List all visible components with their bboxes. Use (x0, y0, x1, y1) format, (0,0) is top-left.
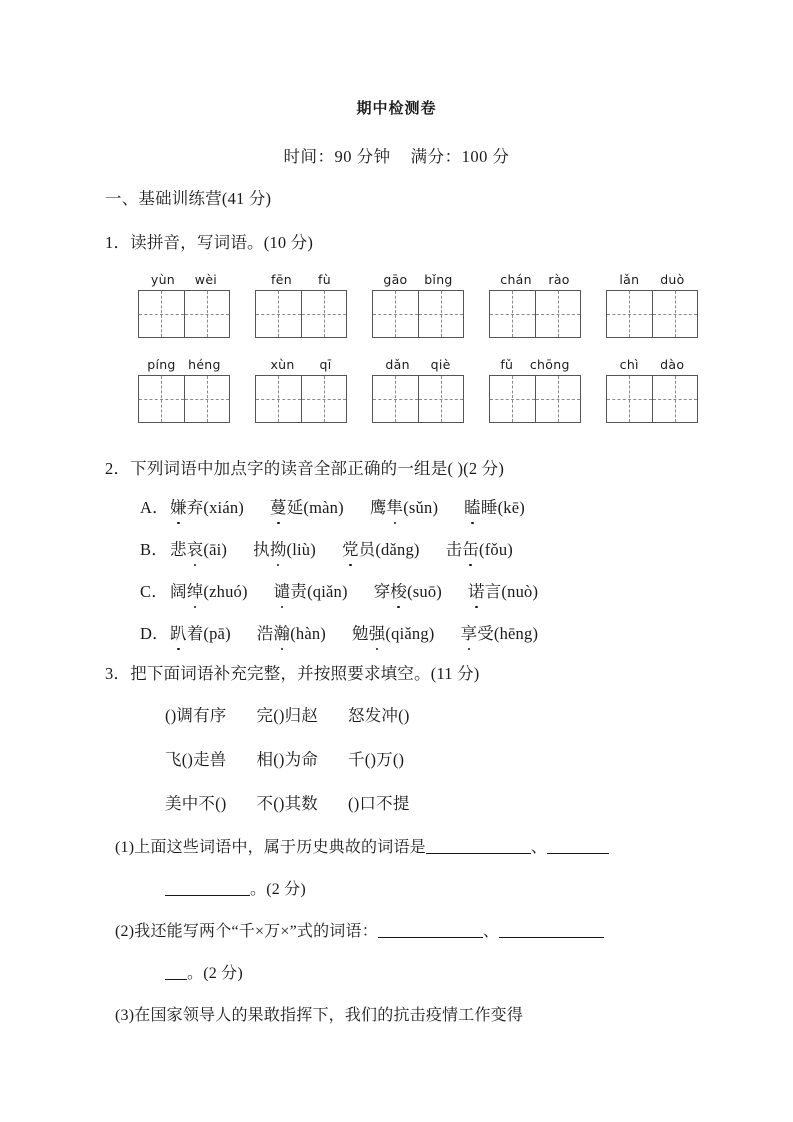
dotted-char: 哀 (187, 539, 204, 561)
idiom-before: 怒发冲( (348, 706, 404, 725)
pinyin-syllable: qiè (430, 357, 451, 372)
subquestion-1-line-2 (165, 879, 306, 901)
subquestion-2-separator: 、 (482, 923, 500, 940)
option-item (464, 497, 525, 519)
question-2-stem (105, 458, 504, 480)
word-post: 受 (477, 624, 494, 643)
dotted-char: 谴 (274, 581, 291, 603)
word-post: 弃 (186, 498, 204, 517)
pinyin-syllable: bǐng (424, 272, 453, 287)
question-2-number: 2． (105, 459, 131, 478)
word-pinyin: (dǎng) (375, 540, 420, 559)
dotted-char: 缶 (462, 539, 479, 561)
subquestion-1-separator: 、 (530, 839, 548, 856)
pinyin-syllable: píng (147, 357, 176, 372)
writing-boxes[interactable] (489, 375, 581, 423)
word-post: 延 (286, 498, 304, 517)
writing-cell[interactable] (184, 291, 230, 337)
writing-boxes[interactable] (606, 290, 698, 338)
pinyin-syllable: gāo (383, 272, 408, 287)
idiom-mid: ) (278, 706, 285, 725)
pinyin-grid-group[interactable] (489, 355, 581, 423)
word-post: 言 (484, 582, 502, 601)
pinyin-syllable: yùn (150, 272, 176, 287)
option-item (170, 497, 244, 519)
idiom-after: 为命 (284, 750, 319, 769)
idiom-mid: )万( (370, 750, 399, 769)
pinyin-grid-row-2 (138, 355, 738, 435)
answer-blank[interactable] (426, 838, 531, 854)
option-item (342, 539, 420, 561)
writing-cell[interactable] (373, 376, 418, 422)
pinyin-grid-group[interactable] (372, 355, 464, 423)
option-row-c[interactable] (140, 581, 564, 603)
pinyin-syllable: fēn (271, 272, 292, 287)
idiom-after: 走兽 (193, 750, 227, 769)
dotted-char: 强 (369, 623, 386, 645)
dotted-char: 梭 (390, 581, 407, 603)
pinyin-labels (138, 270, 230, 290)
idiom-mid: ) (353, 794, 360, 813)
writing-boxes[interactable] (138, 375, 230, 423)
word-pinyin: (sǔn) (403, 498, 439, 517)
pinyin-syllable: xùn (270, 357, 295, 372)
score-label: 满分： (410, 147, 462, 166)
option-item (370, 497, 438, 519)
option-item (257, 623, 326, 645)
idiom-after: ) (220, 794, 227, 813)
dotted-char: 党 (342, 539, 359, 561)
subquestion-2-suffix: 。(2 分) (187, 965, 243, 982)
dotted-char: 瞌 (464, 497, 481, 519)
pinyin-labels (255, 355, 347, 375)
page-title: 期中检测卷 (356, 99, 437, 117)
pinyin-labels (372, 355, 464, 375)
writing-cell[interactable] (490, 376, 535, 422)
pinyin-syllable: fǔ (500, 357, 514, 372)
question-3-number: 3． (105, 664, 131, 683)
option-label: B． (140, 540, 168, 559)
writing-boxes[interactable] (606, 375, 698, 423)
word-pinyin: (āi) (203, 540, 228, 559)
time-label: 时间： (283, 147, 335, 166)
option-row-a[interactable] (140, 497, 551, 519)
pinyin-syllable: lǎn (619, 272, 640, 287)
question-3-stem (105, 663, 479, 685)
idiom-before: ( (165, 706, 171, 725)
word-pinyin: (fǒu) (479, 540, 513, 559)
writing-boxes[interactable] (372, 375, 464, 423)
idiom-before: 飞( (165, 750, 188, 769)
word-post: 睡 (480, 498, 498, 517)
word-pre: 阔 (170, 582, 187, 601)
writing-cell[interactable] (652, 291, 698, 337)
subquestion-2-line-1 (115, 921, 604, 943)
idiom-row-2[interactable] (165, 749, 404, 771)
idiom-before: 完( (256, 706, 279, 725)
subquestion-1-line-1 (115, 837, 609, 859)
subquestion-2-text: (2)我还能写两个“千×万×”式的词语： (115, 923, 378, 940)
dotted-char: 绰 (187, 581, 204, 603)
idiom-mid: ) (187, 750, 194, 769)
idiom-row-1[interactable] (165, 705, 410, 727)
word-pinyin: (liù) (286, 540, 316, 559)
pinyin-syllable: fù (318, 272, 331, 287)
subquestion-2-line-2 (165, 963, 243, 985)
option-item (170, 581, 248, 603)
idiom-mid: ) (278, 750, 285, 769)
idiom-mid: ) (170, 706, 177, 725)
option-item (460, 623, 538, 645)
idiom-blank-item[interactable] (165, 749, 227, 771)
word-pinyin: (hàn) (290, 624, 327, 643)
dotted-char: 隼 (387, 497, 404, 519)
pinyin-grid-row-1 (138, 270, 738, 350)
subquestion-1-text: (1)上面这些词语中，属于历史典故的词语是 (115, 839, 426, 856)
option-label: C． (140, 582, 168, 601)
dotted-char: 蔓 (270, 497, 287, 519)
idiom-row-3[interactable] (165, 793, 410, 815)
writing-cell[interactable] (418, 376, 464, 422)
pinyin-labels (138, 355, 230, 375)
word-pinyin: (xián) (203, 498, 245, 517)
question-1-stem (105, 232, 313, 254)
pinyin-labels (255, 270, 347, 290)
idiom-blank-item[interactable] (165, 793, 227, 815)
pinyin-labels (606, 355, 698, 375)
word-pre: 执 (253, 540, 270, 559)
option-label: D． (140, 624, 169, 643)
idiom-blank-item[interactable] (348, 793, 410, 815)
pinyin-grid-group[interactable] (606, 270, 698, 338)
word-pre: 击 (445, 540, 463, 559)
word-pinyin: (qiǎng) (385, 624, 435, 643)
idiom-before: 相( (256, 750, 279, 769)
writing-cell[interactable] (535, 376, 581, 422)
exam-meta (0, 143, 793, 167)
writing-cell[interactable] (373, 291, 418, 337)
pinyin-grid-group[interactable] (255, 270, 347, 338)
writing-cell[interactable] (184, 376, 230, 422)
question-1-text: 读拼音，写词语。(10 分) (130, 233, 314, 252)
dotted-char: 瀚 (273, 623, 290, 645)
writing-boxes[interactable] (372, 290, 464, 338)
writing-cell[interactable] (607, 291, 652, 337)
pinyin-syllable: qī (319, 357, 332, 372)
option-label: A． (140, 498, 169, 517)
idiom-mid: ) (278, 794, 285, 813)
time-value: 90 分钟 (334, 147, 391, 166)
pinyin-syllable: chán (500, 272, 532, 287)
word-pinyin: (qiǎn) (307, 582, 348, 601)
idiom-blank-item[interactable] (257, 793, 319, 815)
idiom-after: 口不提 (359, 794, 410, 813)
writing-cell[interactable] (139, 376, 184, 422)
option-item (270, 497, 344, 519)
idiom-blank-item[interactable] (165, 705, 227, 727)
word-pinyin: (kē) (497, 498, 525, 517)
writing-cell[interactable] (256, 376, 301, 422)
word-post: 责 (290, 582, 308, 601)
writing-cell[interactable] (607, 376, 652, 422)
writing-cell[interactable] (256, 291, 301, 337)
idiom-after: ) (398, 750, 405, 769)
subquestion-3-line-1 (115, 1005, 523, 1027)
option-item (253, 539, 316, 561)
idiom-after: 其数 (284, 794, 319, 813)
subquestion-1-suffix: 。(2 分) (250, 881, 306, 898)
word-post: 着 (186, 624, 204, 643)
answer-blank[interactable] (378, 922, 483, 938)
word-pinyin: (suō) (407, 582, 443, 601)
writing-cell[interactable] (301, 291, 347, 337)
dotted-char: 嫌 (170, 497, 187, 519)
dotted-char: 趴 (170, 623, 187, 645)
pinyin-labels (489, 270, 581, 290)
idiom-blank-item[interactable] (348, 749, 404, 771)
option-item (274, 581, 348, 603)
option-item (374, 581, 442, 603)
writing-cell[interactable] (652, 376, 698, 422)
writing-cell[interactable] (418, 291, 464, 337)
pinyin-labels (372, 270, 464, 290)
word-pinyin: (màn) (303, 498, 344, 517)
idiom-blank-item[interactable] (348, 705, 410, 727)
pinyin-syllable: duò (660, 272, 685, 287)
pinyin-grid-group[interactable] (372, 270, 464, 338)
writing-cell[interactable] (535, 291, 581, 337)
pinyin-labels (606, 270, 698, 290)
pinyin-syllable: rào (548, 272, 570, 287)
word-pinyin: (zhuó) (203, 582, 248, 601)
pinyin-grid-group[interactable] (489, 270, 581, 338)
option-row-d[interactable] (140, 623, 564, 645)
writing-boxes[interactable] (138, 290, 230, 338)
score-value: 100 分 (461, 147, 510, 166)
answer-blank[interactable] (547, 838, 609, 854)
idiom-before: 千( (348, 750, 371, 769)
dotted-char: 拗 (270, 539, 287, 561)
idiom-blank-item[interactable] (257, 749, 319, 771)
option-item (170, 623, 231, 645)
writing-boxes[interactable] (255, 375, 347, 423)
word-pre: 穿 (373, 582, 391, 601)
answer-blank[interactable] (165, 880, 250, 896)
idiom-before: 不( (256, 794, 279, 813)
writing-cell[interactable] (490, 291, 535, 337)
option-item (468, 581, 538, 603)
pinyin-syllable: wèi (194, 272, 218, 287)
idiom-before: 美中不( (165, 794, 221, 813)
pinyin-syllable: dǎn (385, 357, 410, 372)
idiom-blank-item[interactable] (257, 705, 319, 727)
idiom-after: ) (403, 706, 410, 725)
question-3-text: 把下面词语补充完整，并按照要求填空。(11 分) (130, 664, 480, 683)
pinyin-syllable: héng (188, 357, 221, 372)
option-item (170, 539, 227, 561)
option-row-b[interactable] (140, 539, 539, 561)
answer-blank[interactable] (165, 964, 187, 980)
writing-boxes[interactable] (255, 290, 347, 338)
idiom-before: ( (348, 794, 354, 813)
option-item (446, 539, 513, 561)
idiom-after: 归赵 (284, 706, 319, 725)
word-pinyin: (pā) (203, 624, 231, 643)
pinyin-syllable: chì (619, 357, 639, 372)
question-1-number: 1． (105, 233, 131, 252)
subquestion-3-text: (3)在国家领导人的果敢指挥下，我们的抗击疫情工作变得 (115, 1007, 524, 1024)
dotted-char: 诺 (468, 581, 485, 603)
pinyin-grid-group[interactable] (138, 355, 230, 423)
pinyin-syllable: chōng (529, 357, 570, 372)
option-item (352, 623, 434, 645)
word-pinyin: (nuò) (501, 582, 539, 601)
pinyin-syllable: dào (660, 357, 685, 372)
word-pinyin: (hēng) (493, 624, 539, 643)
writing-cell[interactable] (301, 376, 347, 422)
pinyin-labels (489, 355, 581, 375)
section-heading: 一、基础训练营(41 分) (105, 189, 272, 208)
pinyin-grid-group[interactable] (606, 355, 698, 423)
idiom-after: 调有序 (176, 706, 227, 725)
word-post: 员 (358, 540, 376, 559)
word-pre: 鹰 (369, 498, 387, 517)
writing-cell[interactable] (139, 291, 184, 337)
writing-boxes[interactable] (489, 290, 581, 338)
answer-blank[interactable] (499, 922, 604, 938)
word-pre: 悲 (170, 540, 187, 559)
pinyin-grid-group[interactable] (138, 270, 230, 338)
question-2-text: 下列词语中加点字的读音全部正确的一组是( )(2 分) (130, 459, 505, 478)
pinyin-grid-group[interactable] (255, 355, 347, 423)
word-pre: 勉 (352, 624, 369, 643)
dotted-char: 享 (460, 623, 477, 645)
word-pre: 浩 (256, 624, 274, 643)
